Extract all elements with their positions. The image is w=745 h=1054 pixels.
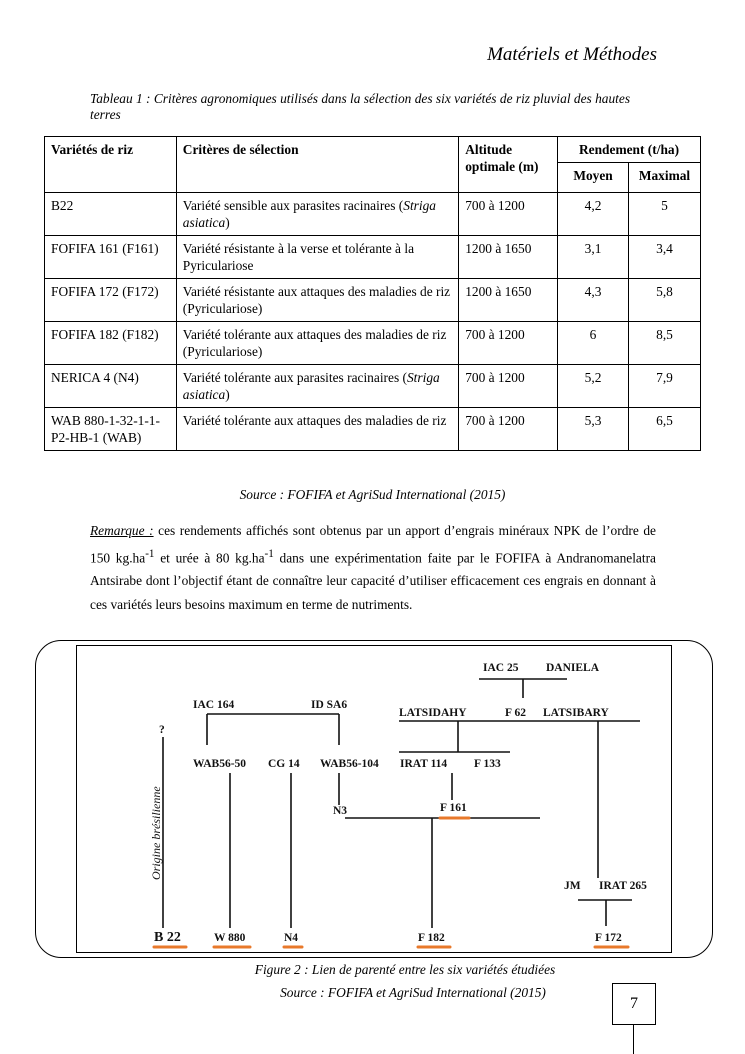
criteria-text: Variété résistante aux attaques des maladies de riz (Pyriculariose)	[182, 284, 451, 316]
label-iac25: IAC 25	[483, 662, 519, 674]
page-number: 7	[612, 983, 656, 1025]
cell-max: 5	[629, 193, 701, 236]
cell-altitude: 700 à 1200	[459, 408, 558, 451]
label-daniela: DANIELA	[546, 662, 600, 674]
cell-altitude: 700 à 1200	[459, 365, 558, 408]
col-yield-header: Rendement (t/ha)	[558, 137, 701, 163]
label-jm: JM	[564, 880, 581, 892]
figure-caption: Figure 2 : Lien de parenté entre les six variétés étudiées	[254, 962, 556, 977]
label-n3: N3	[333, 805, 348, 817]
label-question: ?	[159, 724, 165, 736]
cell-mean: 5,2	[558, 365, 629, 408]
figure-source: Source : FOFIFA et AgriSud International (2015)	[280, 985, 546, 1000]
label-wab56104: WAB56-104	[320, 758, 379, 770]
cell-max: 7,9	[629, 365, 701, 408]
cell-variety: FOFIFA 161 (F161)	[45, 236, 177, 279]
cell-mean: 4,3	[558, 279, 629, 322]
table-caption: Tableau 1 : Critères agronomiques utilisés dans la sélection des six variétés de riz pluvial des hautes terres	[90, 91, 631, 122]
label-wab5650: WAB56-50	[193, 758, 247, 770]
criteria-text: Variété résistante à la verse et tolérante à la Pyriculariose	[182, 241, 415, 273]
cell-variety: B22	[45, 193, 177, 236]
remark-sup-2: -1	[264, 547, 274, 560]
cell-mean: 4,2	[558, 193, 629, 236]
cell-max: 5,8	[629, 279, 701, 322]
label-w880: W 880	[214, 932, 246, 944]
label-idsa6: ID SA6	[311, 699, 348, 711]
label-cg14: CG 14	[268, 758, 300, 770]
criteria-species: Striga asiatica	[182, 198, 437, 230]
remark-text-2: et urée à 80 kg.ha	[154, 549, 265, 565]
pedigree-labels	[149, 662, 647, 945]
remark-label: Remarque :	[90, 523, 154, 538]
remark-text-1: ces rendements affichés sont obtenus par un apport d’engrais minéraux NPK de l’ordre de 150 kg.ha	[90, 523, 656, 565]
label-f182: F 182	[418, 932, 445, 944]
criteria-end: )	[225, 215, 230, 230]
page-number-rule	[633, 1024, 634, 1054]
label-f62: F 62	[505, 707, 526, 719]
cell-mean: 3,1	[558, 236, 629, 279]
criteria-text: Variété tolérante aux attaques des maladies de riz (Pyriculariose)	[182, 327, 447, 359]
cell-altitude: 700 à 1200	[459, 193, 558, 236]
label-latsibary: LATSIBARY	[543, 707, 609, 719]
criteria-text: Variété sensible aux parasites racinaires (	[182, 198, 404, 213]
criteria-text: Variété tolérante aux attaques des maladies de riz	[182, 413, 447, 428]
cell-altitude: 1200 à 1650	[459, 236, 558, 279]
label-latsidahy: LATSIDAHY	[399, 707, 467, 719]
col-mean-header: Moyen	[558, 163, 629, 193]
cell-altitude: 700 à 1200	[459, 322, 558, 365]
label-f133: F 133	[474, 758, 501, 770]
label-origin: Origine brésilienne	[149, 786, 163, 880]
label-irat265: IRAT 265	[599, 880, 647, 892]
label-b22: B 22	[154, 930, 181, 945]
cell-variety: FOFIFA 182 (F182)	[45, 322, 177, 365]
criteria-text: Variété tolérante aux parasites racinaires (	[182, 370, 407, 385]
col-criteria-header: Critères de sélection	[176, 137, 458, 193]
col-variety-header: Variétés de riz	[45, 137, 177, 193]
label-f161: F 161	[440, 802, 467, 814]
criteria-end: )	[225, 387, 230, 402]
section-header: Matériels et Méthodes	[487, 44, 657, 65]
label-iac164: IAC 164	[193, 699, 235, 711]
col-max-header: Maximal	[629, 163, 701, 193]
label-irat114: IRAT 114	[400, 758, 448, 770]
remark-sup-1: -1	[145, 547, 155, 560]
cell-mean: 5,3	[558, 408, 629, 451]
remark-text-3: dans une expérimentation faite par le FOFIFA à Andranomanelatra Antsirabe dont l’objectif étant de connaître leur capacité d’utiliser efficacement ces engrais en donnant à ces variétés leurs besoins maximum en terme de nutriments.	[90, 549, 656, 612]
cell-variety: WAB 880-1-32-1-1-P2-HB-1 (WAB)	[45, 408, 177, 451]
cell-variety: NERICA 4 (N4)	[45, 365, 177, 408]
cell-variety: FOFIFA 172 (F172)	[45, 279, 177, 322]
col-altitude-header: Altitude optimale (m)	[459, 137, 558, 193]
cell-max: 8,5	[629, 322, 701, 365]
criteria-species: Striga asiatica	[182, 370, 440, 402]
cell-max: 6,5	[629, 408, 701, 451]
cell-mean: 6	[558, 322, 629, 365]
label-f172: F 172	[595, 932, 622, 944]
label-n4: N4	[284, 932, 299, 944]
table-source: Source : FOFIFA et AgriSud International (2015)	[239, 487, 506, 502]
highlight-underlines	[154, 818, 628, 947]
cell-altitude: 1200 à 1650	[459, 279, 558, 322]
cell-max: 3,4	[629, 236, 701, 279]
